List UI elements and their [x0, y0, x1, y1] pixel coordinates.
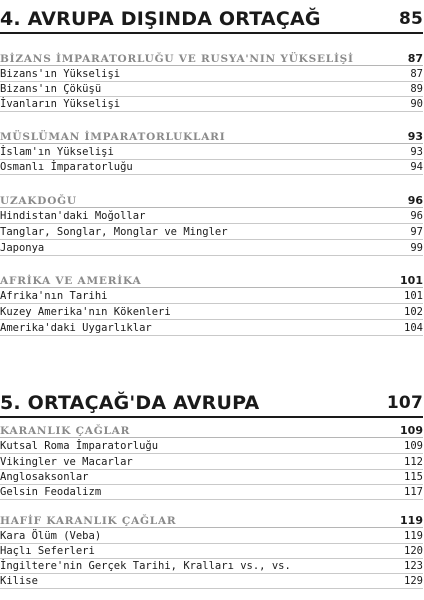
toc-section-heading[interactable]	[0, 194, 423, 208]
entry-title: İngiltere'nin Gerçek Tarihi, Kralları vs., vs.	[0, 560, 291, 572]
entry-page-number: 90	[410, 98, 423, 110]
entry-page-number: 115	[404, 471, 423, 483]
toc-section-heading[interactable]	[0, 274, 423, 288]
section-page-number: 87	[407, 52, 423, 65]
toc-entry[interactable]	[0, 289, 423, 304]
toc-entry[interactable]	[0, 470, 423, 485]
toc-entry[interactable]	[0, 544, 423, 559]
entry-title: Haçlı Seferleri	[0, 545, 95, 557]
toc-entry[interactable]	[0, 160, 423, 175]
section-title: HAFİF KARANLIK ÇAĞLAR	[0, 515, 177, 527]
toc-entry[interactable]	[0, 67, 423, 82]
toc-entry[interactable]	[0, 439, 423, 454]
entry-title: Tanglar, Songlar, Monglar ve Mingler	[0, 226, 228, 238]
section-page-number: 101	[400, 274, 423, 287]
entry-page-number: 119	[404, 530, 423, 542]
entry-title: Japonya	[0, 242, 45, 254]
entry-title: Kilise	[0, 575, 38, 587]
entry-title: Gelsin Feodalizm	[0, 486, 102, 498]
entry-title: İslam'ın Yükselişi	[0, 146, 114, 158]
section-page-number: 109	[400, 424, 423, 437]
section-title: KARANLIK ÇAĞLAR	[0, 425, 131, 437]
entry-page-number: 120	[404, 545, 423, 557]
toc-entry[interactable]	[0, 82, 423, 97]
entry-page-number: 93	[410, 146, 423, 158]
chapter-page-number: 85	[398, 9, 423, 29]
entry-title: Amerika'daki Uygarlıklar	[0, 322, 152, 334]
toc-section-heading[interactable]	[0, 514, 423, 528]
toc-entry[interactable]	[0, 455, 423, 470]
entry-page-number: 97	[410, 226, 423, 238]
entry-page-number: 129	[404, 575, 423, 587]
entry-page-number: 94	[410, 161, 423, 173]
toc-section-heading[interactable]	[0, 52, 423, 66]
entry-page-number: 101	[404, 290, 423, 302]
entry-page-number: 89	[410, 83, 423, 95]
section-page-number: 119	[400, 514, 423, 527]
chapter-page-number: 107	[386, 393, 423, 413]
entry-page-number: 117	[404, 486, 423, 498]
entry-page-number: 87	[410, 68, 423, 80]
chapter-title: 5. ORTAÇAĞ'DA AVRUPA	[0, 392, 260, 414]
entry-title: Bizans'ın Yükselişi	[0, 68, 121, 80]
entry-title: Vikingler ve Macarlar	[0, 456, 133, 468]
entry-title: Afrika'nın Tarihi	[0, 290, 108, 302]
entry-title: Bizans'ın Çöküşü	[0, 83, 102, 95]
toc-entry[interactable]	[0, 529, 423, 544]
entry-page-number: 99	[410, 242, 423, 254]
toc-entry[interactable]	[0, 559, 423, 574]
chapter-4-heading[interactable]	[0, 8, 423, 34]
toc-entry[interactable]	[0, 321, 423, 336]
section-title: AFRİKA VE AMERİKA	[0, 275, 142, 287]
entry-title: Kutsal Roma İmparatorluğu	[0, 440, 159, 452]
entry-title: Hindistan'daki Moğollar	[0, 210, 146, 222]
entry-title: Osmanlı İmparatorluğu	[0, 161, 133, 173]
section-page-number: 93	[407, 130, 423, 143]
toc-entry[interactable]	[0, 485, 423, 500]
entry-title: Kara Ölüm (Veba)	[0, 530, 102, 542]
toc-entry[interactable]	[0, 145, 423, 160]
toc-entry[interactable]	[0, 209, 423, 224]
section-title: BİZANS İMPARATORLUĞU VE RUSYA'NIN YÜKSELİŞİ	[0, 53, 354, 65]
entry-title: Anglosaksonlar	[0, 471, 89, 483]
chapter-5-heading[interactable]	[0, 392, 423, 418]
entry-page-number: 112	[404, 456, 423, 468]
chapter-title: 4. AVRUPA DIŞINDA ORTAÇAĞ	[0, 8, 321, 30]
toc-section-heading[interactable]	[0, 130, 423, 144]
toc-section-heading[interactable]	[0, 424, 423, 438]
section-title: UZAKDOĞU	[0, 195, 77, 207]
entry-page-number: 96	[410, 210, 423, 222]
toc-entry[interactable]	[0, 305, 423, 320]
entry-page-number: 104	[404, 322, 423, 334]
section-page-number: 96	[407, 194, 423, 207]
section-title: MÜSLÜMAN İMPARATORLUKLARI	[0, 131, 226, 143]
entry-page-number: 102	[404, 306, 423, 318]
toc-entry[interactable]	[0, 97, 423, 112]
toc-entry[interactable]	[0, 225, 423, 240]
toc-entry[interactable]	[0, 241, 423, 256]
toc-entry[interactable]	[0, 574, 423, 589]
entry-title: Kuzey Amerika'nın Kökenleri	[0, 306, 171, 318]
entry-page-number: 109	[404, 440, 423, 452]
entry-page-number: 123	[404, 560, 423, 572]
entry-title: İvanların Yükselişi	[0, 98, 121, 110]
